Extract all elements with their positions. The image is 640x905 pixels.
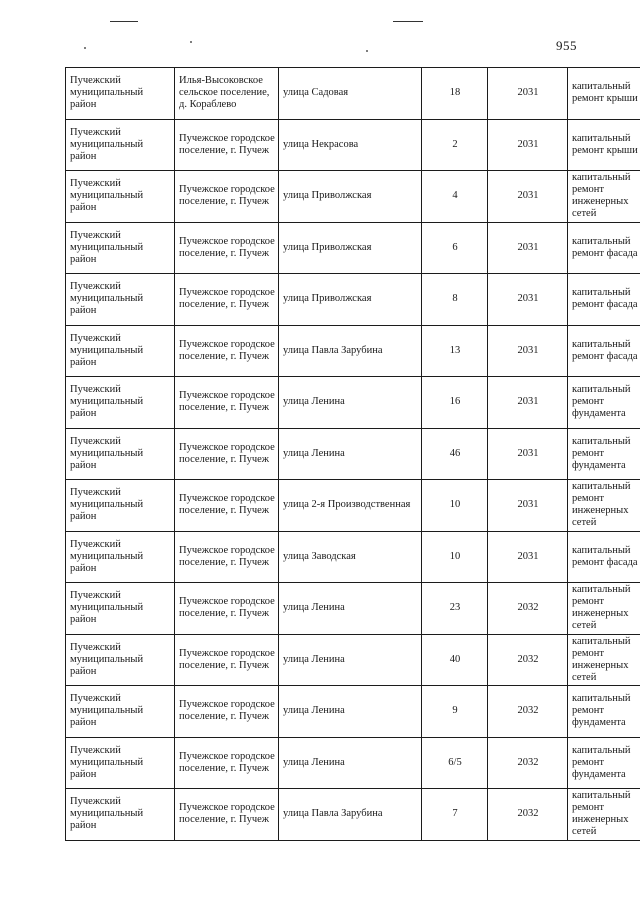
table-body — [66, 68, 640, 841]
district-cell: Пучежский муниципальный район — [66, 583, 175, 635]
top-scan-mark-right — [393, 21, 423, 22]
settlement-cell: Пучежское городское поселение, г. Пучеж — [175, 583, 279, 635]
planned-year-cell: 2031 — [488, 377, 568, 429]
table-row — [66, 583, 640, 635]
house-number-cell: 13 — [422, 325, 488, 377]
street-cell: улица Садовая — [279, 68, 422, 120]
house-number-cell: 40 — [422, 634, 488, 686]
scan-speck — [366, 50, 368, 52]
planned-year-cell: 2031 — [488, 222, 568, 274]
planned-year-cell: 2031 — [488, 428, 568, 480]
work-type-cell: капитальный ремонт крыши — [568, 119, 640, 171]
planned-year-cell: 2031 — [488, 274, 568, 326]
planned-year-cell: 2032 — [488, 737, 568, 789]
work-type-cell: капитальный ремонт крыши — [568, 68, 640, 120]
planned-year-cell: 2031 — [488, 325, 568, 377]
street-cell: улица 2-я Производственная — [279, 480, 422, 532]
planned-year-cell: 2031 — [488, 68, 568, 120]
house-number-cell: 18 — [422, 68, 488, 120]
work-type-cell: капитальный ремонт инженерных сетей — [568, 480, 640, 532]
settlement-cell: Пучежское городское поселение, г. Пучеж — [175, 274, 279, 326]
work-type-cell: капитальный ремонт фасада — [568, 531, 640, 583]
district-cell: Пучежский муниципальный район — [66, 686, 175, 738]
settlement-cell: Пучежское городское поселение, г. Пучеж — [175, 531, 279, 583]
work-type-cell: капитальный ремонт фундамента — [568, 377, 640, 429]
work-type-cell: капитальный ремонт инженерных сетей — [568, 634, 640, 686]
repair-schedule-table — [65, 67, 640, 841]
district-cell: Пучежский муниципальный район — [66, 428, 175, 480]
table-row — [66, 222, 640, 274]
street-cell: улица Приволжская — [279, 222, 422, 274]
district-cell: Пучежский муниципальный район — [66, 634, 175, 686]
work-type-cell: капитальный ремонт фундамента — [568, 737, 640, 789]
house-number-cell: 23 — [422, 583, 488, 635]
table-row — [66, 634, 640, 686]
street-cell: улица Приволжская — [279, 171, 422, 223]
settlement-cell: Пучежское городское поселение, г. Пучеж — [175, 377, 279, 429]
work-type-cell: капитальный ремонт инженерных сетей — [568, 171, 640, 223]
table-row — [66, 325, 640, 377]
house-number-cell: 8 — [422, 274, 488, 326]
district-cell: Пучежский муниципальный район — [66, 531, 175, 583]
table-row — [66, 737, 640, 789]
settlement-cell: Пучежское городское поселение, г. Пучеж — [175, 428, 279, 480]
district-cell: Пучежский муниципальный район — [66, 119, 175, 171]
table-row — [66, 274, 640, 326]
street-cell: улица Павла Зарубина — [279, 325, 422, 377]
settlement-cell: Пучежское городское поселение, г. Пучеж — [175, 119, 279, 171]
house-number-cell: 6/5 — [422, 737, 488, 789]
district-cell: Пучежский муниципальный район — [66, 737, 175, 789]
work-type-cell: капитальный ремонт фасада — [568, 274, 640, 326]
planned-year-cell: 2031 — [488, 119, 568, 171]
settlement-cell: Пучежское городское поселение, г. Пучеж — [175, 480, 279, 532]
street-cell: улица Приволжская — [279, 274, 422, 326]
planned-year-cell: 2031 — [488, 531, 568, 583]
district-cell: Пучежский муниципальный район — [66, 789, 175, 841]
table-row — [66, 119, 640, 171]
work-type-cell: капитальный ремонт фундамента — [568, 428, 640, 480]
house-number-cell: 6 — [422, 222, 488, 274]
house-number-cell: 16 — [422, 377, 488, 429]
house-number-cell: 4 — [422, 171, 488, 223]
work-type-cell: капитальный ремонт фасада — [568, 222, 640, 274]
street-cell: улица Заводская — [279, 531, 422, 583]
scan-speck — [190, 41, 192, 43]
planned-year-cell: 2031 — [488, 480, 568, 532]
work-type-cell: капитальный ремонт фасада — [568, 325, 640, 377]
top-scan-mark-left — [110, 21, 138, 22]
house-number-cell: 7 — [422, 789, 488, 841]
street-cell: улица Ленина — [279, 737, 422, 789]
planned-year-cell: 2031 — [488, 171, 568, 223]
table-row — [66, 531, 640, 583]
settlement-cell: Пучежское городское поселение, г. Пучеж — [175, 171, 279, 223]
district-cell: Пучежский муниципальный район — [66, 377, 175, 429]
scan-speck — [84, 47, 86, 49]
table-row — [66, 68, 640, 120]
district-cell: Пучежский муниципальный район — [66, 68, 175, 120]
work-type-cell: капитальный ремонт инженерных сетей — [568, 789, 640, 841]
district-cell: Пучежский муниципальный район — [66, 325, 175, 377]
house-number-cell: 10 — [422, 480, 488, 532]
street-cell: улица Ленина — [279, 686, 422, 738]
planned-year-cell: 2032 — [488, 634, 568, 686]
district-cell: Пучежский муниципальный район — [66, 222, 175, 274]
table-row — [66, 377, 640, 429]
house-number-cell: 46 — [422, 428, 488, 480]
table-row — [66, 428, 640, 480]
settlement-cell: Пучежское городское поселение, г. Пучеж — [175, 222, 279, 274]
planned-year-cell: 2032 — [488, 686, 568, 738]
street-cell: улица Павла Зарубина — [279, 789, 422, 841]
table-row — [66, 789, 640, 841]
planned-year-cell: 2032 — [488, 583, 568, 635]
district-cell: Пучежский муниципальный район — [66, 480, 175, 532]
settlement-cell: Пучежское городское поселение, г. Пучеж — [175, 686, 279, 738]
house-number-cell: 10 — [422, 531, 488, 583]
district-cell: Пучежский муниципальный район — [66, 274, 175, 326]
work-type-cell: капитальный ремонт фундамента — [568, 686, 640, 738]
street-cell: улица Ленина — [279, 634, 422, 686]
street-cell: улица Некрасова — [279, 119, 422, 171]
table-row — [66, 686, 640, 738]
house-number-cell: 2 — [422, 119, 488, 171]
settlement-cell: Пучежское городское поселение, г. Пучеж — [175, 325, 279, 377]
settlement-cell: Пучежское городское поселение, г. Пучеж — [175, 737, 279, 789]
table-row — [66, 171, 640, 223]
page-number: 955 — [556, 38, 577, 53]
district-cell: Пучежский муниципальный район — [66, 171, 175, 223]
settlement-cell: Илья-Высоковское сельское поселение, д. Кораблево — [175, 68, 279, 120]
street-cell: улица Ленина — [279, 583, 422, 635]
settlement-cell: Пучежское городское поселение, г. Пучеж — [175, 634, 279, 686]
house-number-cell: 9 — [422, 686, 488, 738]
street-cell: улица Ленина — [279, 377, 422, 429]
settlement-cell: Пучежское городское поселение, г. Пучеж — [175, 789, 279, 841]
work-type-cell: капитальный ремонт инженерных сетей — [568, 583, 640, 635]
planned-year-cell: 2032 — [488, 789, 568, 841]
street-cell: улица Ленина — [279, 428, 422, 480]
table-row — [66, 480, 640, 532]
